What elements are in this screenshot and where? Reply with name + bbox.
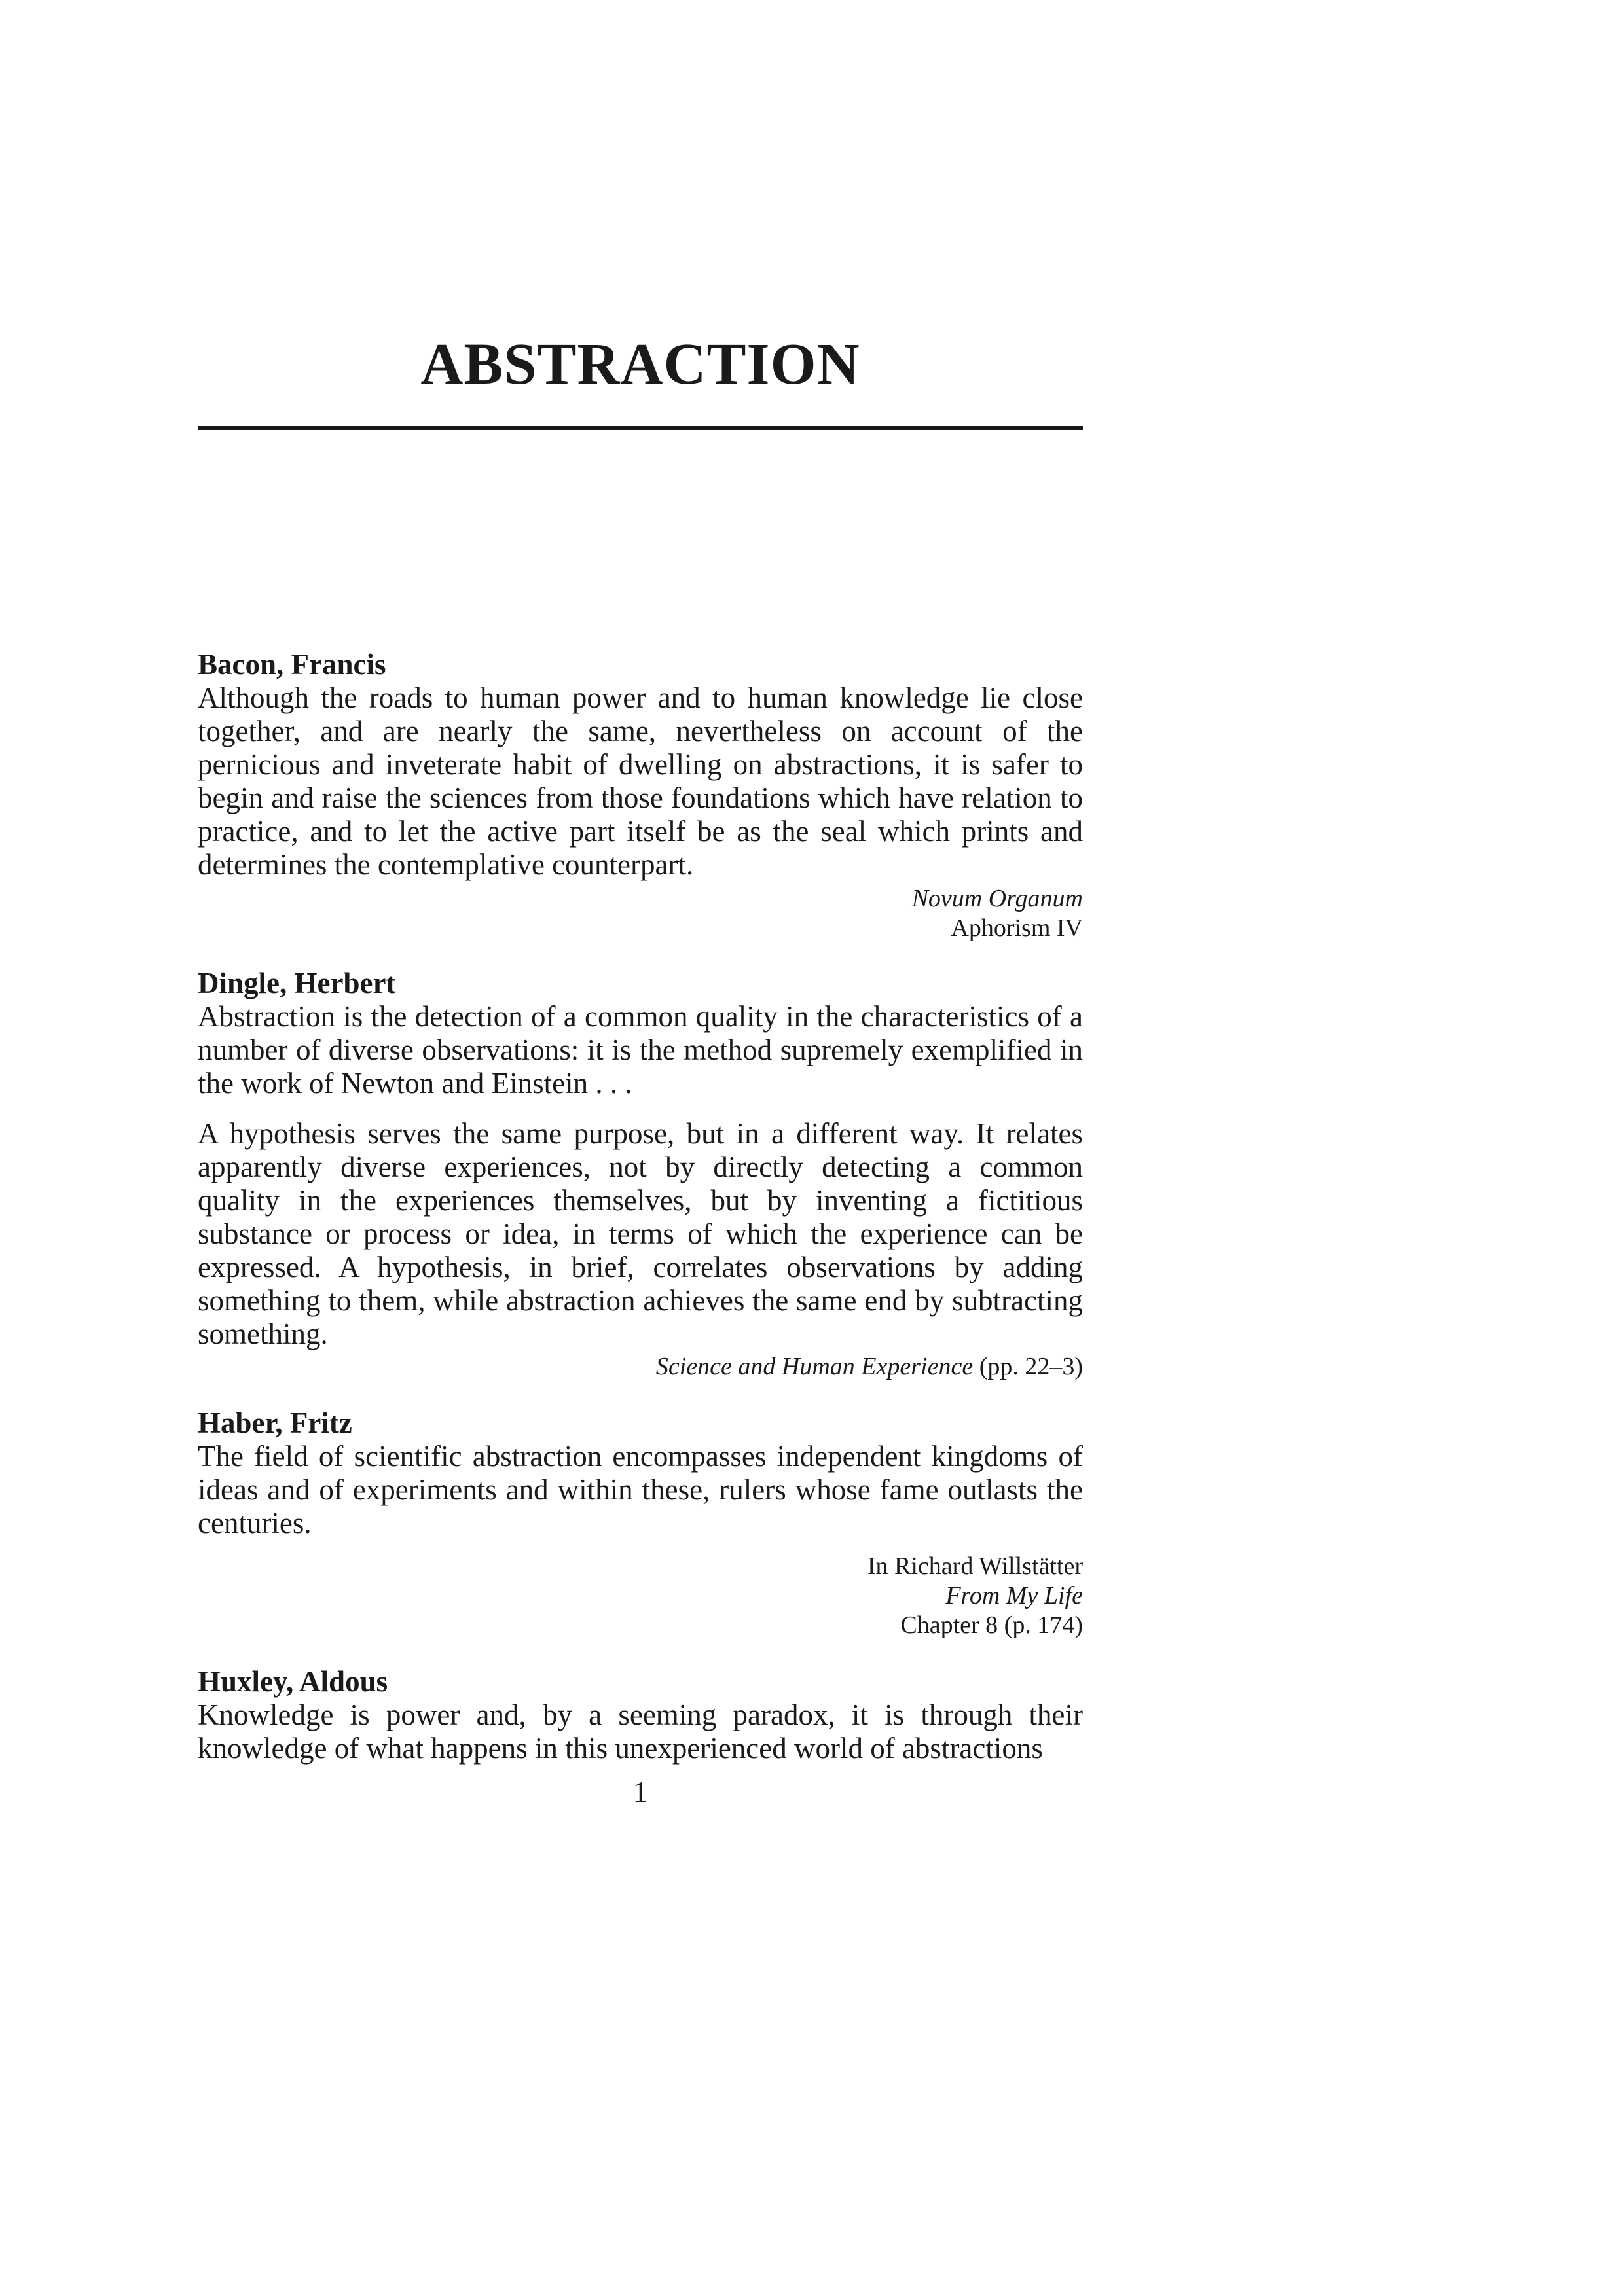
- author-name: Dingle, Herbert: [198, 967, 396, 999]
- author-name: Huxley, Aldous: [198, 1665, 388, 1698]
- source-detail: In Richard Willstätter: [867, 1552, 1083, 1580]
- quote-paragraph: The field of scientific abstraction encompasses independent kingdoms of ideas and of experiments and within these, rulers whose fame outlasts the centuries.: [198, 1440, 1083, 1539]
- entry-dingle: [198, 967, 1083, 1382]
- quote-paragraph: Although the roads to human power and to human knowledge lie close together, and are nearly the same, nevertheless on account of the pernicious and inveterate habit of dwelling on abstractions, it is safer to begin and raise the sciences from those foundations which have relation to practice, and to let the active part itself be as the seal which prints and determines the contemplative counterpart.: [198, 681, 1083, 881]
- quote-paragraph: Abstraction is the detection of a common quality in the characteristics of a number of diverse observations: it is the method supremely exemplified in the work of Newton and Einstein . . .: [198, 1000, 1083, 1100]
- source-citation: [198, 1352, 1083, 1382]
- quote-paragraph: A hypothesis serves the same purpose, but in a different way. It relates apparently diverse experiences, not by directly detecting a common quality in the experiences themselves, but by inventing a fictitious substance or process or idea, in terms of which the experience can be expressed. A hypothesis, in brief, correlates observations by adding something to them, while abstraction achieves the same end by subtracting something.: [198, 1117, 1083, 1350]
- source-pages: (pp. 22–3): [979, 1353, 1083, 1380]
- author-name: Bacon, Francis: [198, 648, 386, 681]
- source-title: From My Life: [945, 1582, 1083, 1609]
- quote-paragraph: Knowledge is power and, by a seeming paradox, it is through their knowledge of what happens in this unexperienced world of abstractions: [198, 1698, 1083, 1765]
- title-rule: [198, 426, 1083, 430]
- source-title: Science and Human Experience: [655, 1353, 974, 1380]
- source-detail: Chapter 8 (p. 174): [900, 1611, 1083, 1639]
- entry-huxley: [198, 1665, 1083, 1765]
- source-title: Novum Organum: [911, 885, 1083, 912]
- source-citation: [198, 1552, 1083, 1640]
- source-detail: Aphorism IV: [951, 914, 1083, 942]
- page-number: 1: [632, 1776, 648, 1808]
- author-name: Haber, Fritz: [198, 1407, 352, 1439]
- quotation-list: [198, 648, 1083, 1765]
- source-citation: [198, 884, 1083, 943]
- entry-haber: [198, 1407, 1083, 1640]
- entry-bacon: [198, 648, 1083, 943]
- page-title: ABSTRACTION: [420, 332, 860, 397]
